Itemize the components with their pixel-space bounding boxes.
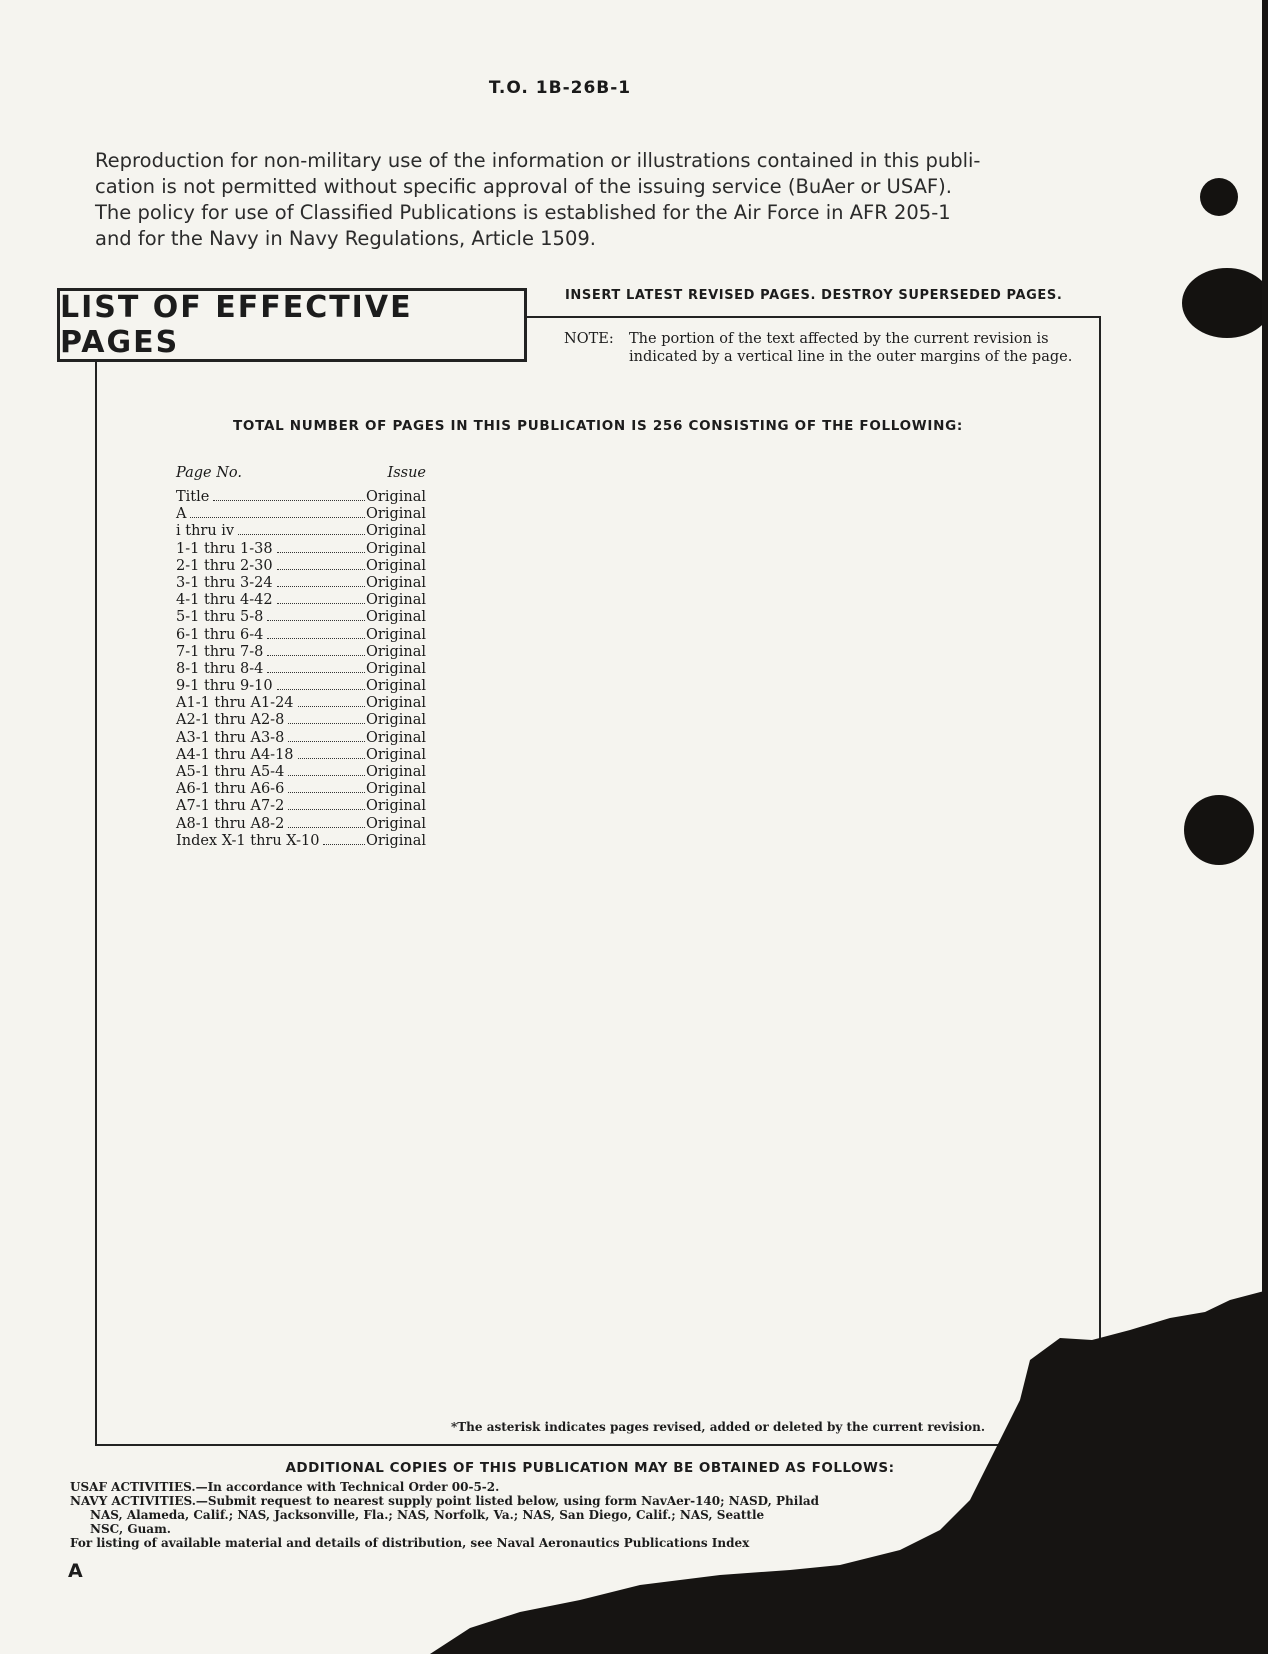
page-range: A8-1 thru A8-2 — [176, 815, 285, 832]
note-label: NOTE: — [564, 331, 614, 347]
note-text: indicated by a vertical line in the outer margins of the page. — [629, 349, 1073, 365]
page-column-header: Page No. — [176, 465, 242, 481]
page-number: A — [68, 1560, 83, 1582]
page-range: 6-1 thru 6-4 — [176, 626, 264, 643]
insert-instruction: INSERT LATEST REVISED PAGES. DESTROY SUPERSEDED PAGES. — [565, 288, 1063, 303]
page-range: A2-1 thru A2-8 — [176, 712, 285, 729]
page-range: 3-1 thru 3-24 — [176, 574, 273, 591]
page-range: 2-1 thru 2-30 — [176, 557, 273, 574]
issue-status: Original — [366, 660, 426, 677]
page-range: A4-1 thru A4-18 — [176, 746, 294, 763]
navy-activities: NAVY ACTIVITIES.—Submit request to nearest supply point listed below, using form NavAer-140; NASD, Philad — [70, 1494, 820, 1508]
usaf-activities: USAF ACTIVITIES.—In accordance with Technical Order 00-5-2. — [70, 1480, 500, 1494]
issue-status: Original — [366, 781, 426, 798]
issue-status: Original — [366, 746, 426, 763]
issue-status: Original — [366, 729, 426, 746]
lep-title: LIST OF EFFECTIVE PAGES — [60, 290, 413, 360]
issue-status: Original — [366, 592, 426, 609]
issue-status: Original — [366, 557, 426, 574]
page-range: A — [176, 506, 187, 523]
issue-status: Original — [366, 523, 426, 540]
issue-status: Original — [366, 626, 426, 643]
notice-line: The policy for use of Classified Publications is established for the Air Force in AFR 205-1 — [95, 201, 951, 224]
issue-status: Original — [366, 489, 426, 505]
issue-column-header: Issue — [387, 465, 426, 481]
page-range: Index X-1 thru X-10 — [176, 832, 320, 849]
issue-status: Original — [366, 712, 426, 729]
page-range: Title — [176, 489, 210, 505]
page-range: 5-1 thru 5-8 — [176, 609, 264, 626]
additional-copies-heading: ADDITIONAL COPIES OF THIS PUBLICATION MAY BE OBTAINED AS FOLLOWS: — [285, 1460, 895, 1476]
page-range: 7-1 thru 7-8 — [176, 643, 264, 660]
page-range: 4-1 thru 4-42 — [176, 592, 273, 609]
issue-status: Original — [366, 643, 426, 660]
notice-line: cation is not permitted without specific approval of the issuing service (BuAer or USAF). — [95, 175, 952, 198]
notice-line: and for the Navy in Navy Regulations, Article 1509. — [95, 227, 596, 250]
issue-status: Original — [366, 609, 426, 626]
issue-status: Original — [366, 678, 426, 695]
issue-status: Original — [366, 832, 426, 849]
navy-activities-cont: NAS, Alameda, Calif.; NAS, Jacksonville, Fla.; NAS, Norfolk, Va.; NAS, San Diego, Calif.; NAS, Seattle — [90, 1508, 765, 1522]
note-text: The portion of the text affected by the current revision is — [629, 331, 1049, 347]
page-range: 1-1 thru 1-38 — [176, 540, 273, 557]
page-range: A7-1 thru A7-2 — [176, 798, 285, 815]
issue-status: Original — [366, 540, 426, 557]
page-range: A5-1 thru A5-4 — [176, 764, 285, 780]
issue-status: Original — [366, 506, 426, 523]
notice-line: Reproduction for non-military use of the information or illustrations contained in this publi- — [95, 149, 981, 172]
page-range: 9-1 thru 9-10 — [176, 678, 273, 695]
page-range: A3-1 thru A3-8 — [176, 729, 285, 746]
issue-status: Original — [366, 695, 426, 712]
issue-status: Original — [366, 764, 426, 780]
page-range: i thru iv — [176, 523, 235, 540]
page-range: 8-1 thru 8-4 — [176, 660, 264, 677]
issue-status: Original — [366, 815, 426, 832]
page-range: A1-1 thru A1-24 — [176, 695, 294, 712]
technical-order-number: T.O. 1B-26B-1 — [488, 78, 632, 98]
navy-activities-cont: NSC, Guam. — [90, 1522, 171, 1536]
issue-status: Original — [366, 574, 426, 591]
total-pages-statement: TOTAL NUMBER OF PAGES IN THIS PUBLICATION IS 256 CONSISTING OF THE FOLLOWING: — [233, 418, 963, 434]
issue-status: Original — [366, 798, 426, 815]
distribution-listing: For listing of available material and details of distribution, see Naval Aeronautics Publications Index — [70, 1536, 750, 1550]
asterisk-note: *The asterisk indicates pages revised, added or deleted by the current revision. — [450, 1420, 986, 1434]
page-range: A6-1 thru A6-6 — [176, 781, 285, 798]
